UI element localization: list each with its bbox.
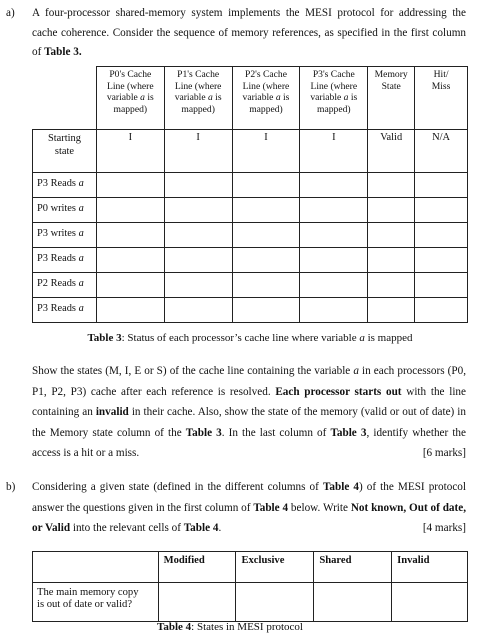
answer-cell[interactable] <box>392 583 468 622</box>
part-a-marks: [6 marks] <box>422 447 466 460</box>
answer-cell[interactable] <box>415 298 468 323</box>
table-3-row-label: P3 writes a <box>33 223 97 248</box>
answer-cell[interactable] <box>415 173 468 198</box>
table-3-header-p3: P3's Cache Line (where variable a is mapped) <box>300 67 368 130</box>
answer-cell[interactable] <box>368 273 415 298</box>
part-b-marks: [4 marks] <box>422 522 466 535</box>
table-row <box>33 298 468 323</box>
answer-cell[interactable] <box>300 273 368 298</box>
answer-cell[interactable] <box>314 583 392 622</box>
table-row <box>33 273 468 298</box>
table-3-row-label: P3 Reads a <box>33 248 97 273</box>
part-a-intro-text: A four-processor shared-memory system implements the MESI protocol for addressing the cache coherence. Consider the sequence of memory references, as specified in the first column of <box>32 7 466 58</box>
table-4-corner <box>33 552 159 583</box>
answer-cell[interactable] <box>415 248 468 273</box>
table-3-start-label: Starting state <box>33 130 97 173</box>
table-3-start-p3: I <box>300 130 368 173</box>
table-3-start-p1: I <box>164 130 232 173</box>
part-a-intro <box>32 4 466 63</box>
table-4-header-row <box>33 552 468 583</box>
answer-cell[interactable] <box>415 198 468 223</box>
answer-cell[interactable] <box>300 223 368 248</box>
table-row <box>33 248 468 273</box>
answer-cell[interactable] <box>96 248 164 273</box>
answer-cell[interactable] <box>300 248 368 273</box>
answer-cell[interactable] <box>368 223 415 248</box>
part-a-instructions: Show the states (M, I, E or S) of the cache line containing the variable a in each processors (P0, P1, P2, P3) cache after each reference is resolved. Each processor starts out with the line containing an invalid in their cache. Also, show the state of the memory (valid or out of date) in the Memory state column of the Table 3. In the last column of Table 3, identify whether the access is a hit or a miss. [6 marks] <box>32 361 466 464</box>
answer-cell[interactable] <box>96 273 164 298</box>
answer-cell[interactable] <box>164 223 232 248</box>
answer-cell[interactable] <box>300 198 368 223</box>
table-3-start-p2: I <box>232 130 300 173</box>
answer-cell[interactable] <box>232 248 300 273</box>
answer-cell[interactable] <box>368 298 415 323</box>
table-3-caption: Table 3: Status of each processor’s cache line where variable a is mapped <box>87 332 413 344</box>
part-a-marker: a) <box>6 7 15 19</box>
table-3-row-label: P2 Reads a <box>33 273 97 298</box>
table-3-row-label: P3 Reads a <box>33 173 97 198</box>
answer-cell[interactable] <box>415 223 468 248</box>
table-3-header-p2: P2's Cache Line (where variable a is mapped) <box>232 67 300 130</box>
answer-cell[interactable] <box>415 273 468 298</box>
table-4-header-exclusive: Exclusive <box>236 552 314 583</box>
answer-cell[interactable] <box>96 198 164 223</box>
table-3 <box>32 66 468 323</box>
answer-cell[interactable] <box>300 173 368 198</box>
answer-cell[interactable] <box>164 273 232 298</box>
part-b-marker: b) <box>6 481 16 493</box>
table-3-start-row <box>33 130 468 173</box>
answer-cell[interactable] <box>232 198 300 223</box>
table-3-header-hitmiss: Hit/ Miss <box>415 67 468 130</box>
table-3-row-label: P3 Reads a <box>33 298 97 323</box>
table-row <box>33 198 468 223</box>
answer-cell[interactable] <box>368 173 415 198</box>
answer-cell[interactable] <box>164 173 232 198</box>
answer-cell[interactable] <box>368 198 415 223</box>
table-3-start-p0: I <box>96 130 164 173</box>
answer-cell[interactable] <box>368 248 415 273</box>
answer-cell[interactable] <box>164 198 232 223</box>
answer-cell[interactable] <box>232 298 300 323</box>
answer-cell[interactable] <box>96 223 164 248</box>
answer-cell[interactable] <box>96 173 164 198</box>
answer-cell[interactable] <box>232 273 300 298</box>
table-4-header-shared: Shared <box>314 552 392 583</box>
answer-cell[interactable] <box>232 223 300 248</box>
answer-cell[interactable] <box>300 298 368 323</box>
part-a-intro-ref: Table 3. <box>44 46 82 58</box>
table-3-corner <box>33 67 97 130</box>
table-3-header-p1: P1's Cache Line (where variable a is mapped) <box>164 67 232 130</box>
table-3-header-memory: Memory State <box>368 67 415 130</box>
table-3-header-row <box>33 67 468 130</box>
table-3-start-hitmiss: N/A <box>415 130 468 173</box>
table-row <box>33 583 468 622</box>
table-row <box>33 223 468 248</box>
answer-cell[interactable] <box>164 298 232 323</box>
table-4-header-invalid: Invalid <box>392 552 468 583</box>
answer-cell[interactable] <box>158 583 236 622</box>
answer-cell[interactable] <box>236 583 314 622</box>
table-4-caption: Table 4: States in MESI protocol <box>157 621 303 633</box>
table-4-header-modified: Modified <box>158 552 236 583</box>
table-3-header-p0: P0's Cache Line (where variable a is mapped) <box>96 67 164 130</box>
table-row <box>33 173 468 198</box>
answer-cell[interactable] <box>232 173 300 198</box>
table-4 <box>32 551 468 622</box>
table-4-row-label: The main memory copy is out of date or valid? <box>33 583 159 622</box>
part-b-text: Considering a given state (defined in the different columns of Table 4) of the MESI protocol answer the questions given in the first column of Table 4 below. Write Not known, Out of date, or Valid into the relevant cells of Table 4. [4 marks] <box>32 477 466 539</box>
table-3-start-memory: Valid <box>368 130 415 173</box>
answer-cell[interactable] <box>96 298 164 323</box>
answer-cell[interactable] <box>164 248 232 273</box>
table-3-row-label: P0 writes a <box>33 198 97 223</box>
